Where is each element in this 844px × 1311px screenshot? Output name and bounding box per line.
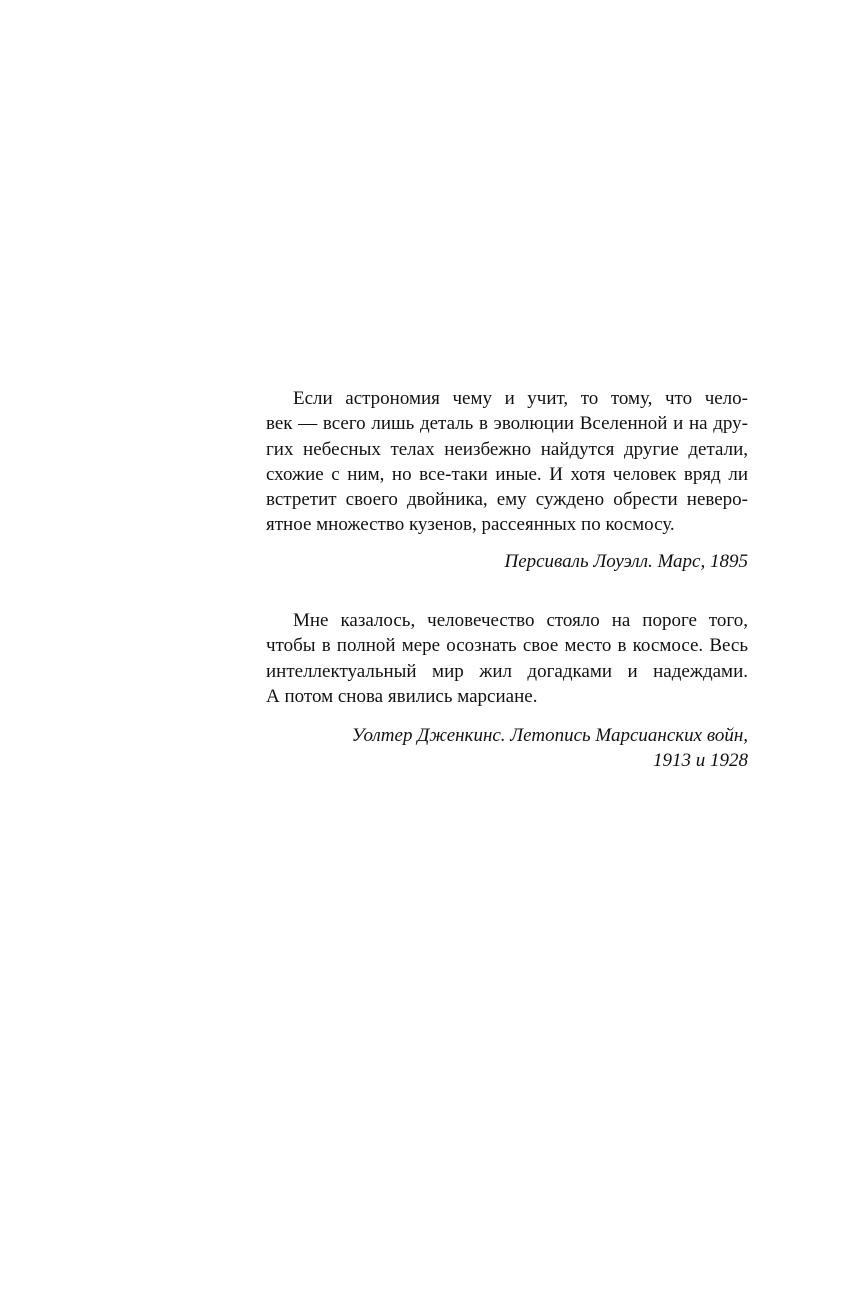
epigraph-text: [266, 386, 748, 538]
text-line: Если астрономия чему и учит, то тому, что чело-: [293, 388, 748, 409]
text-line: ятное множество кузенов, рассеянных по космосу.: [266, 514, 675, 536]
text-line: встретит своего двойника, ему суждено обрести неверо-: [266, 489, 748, 511]
text-line: интеллектуальный мир жил догадками и надеждами.: [266, 660, 748, 682]
text-line: гих небесных телах неизбежно найдутся другие детали,: [266, 438, 748, 460]
text-line: чтобы в полной мере осознать свое место в космосе. Весь: [266, 635, 748, 657]
epigraph-text: [266, 608, 748, 709]
epigraph-lowell: [266, 386, 748, 574]
epigraph-jenkins: [266, 608, 748, 774]
text-line: век — всего лишь деталь в эволюции Вселенной и на дру-: [266, 413, 748, 435]
text-line: схожие с ним, но все-таки иные. И хотя человек вряд ли: [266, 463, 748, 485]
text-line: А потом снова явились марсиане.: [266, 685, 538, 707]
epigraph-attribution: Уолтер Дженкинс. Летопись Марсианских войн,: [351, 725, 748, 747]
text-line: Мне казалось, человечество стояло на пороге того,: [293, 610, 748, 631]
epigraph-attribution: Персиваль Лоуэлл. Марс, 1895: [504, 550, 748, 572]
epigraph-attribution-years: 1913 и 1928: [653, 750, 748, 772]
